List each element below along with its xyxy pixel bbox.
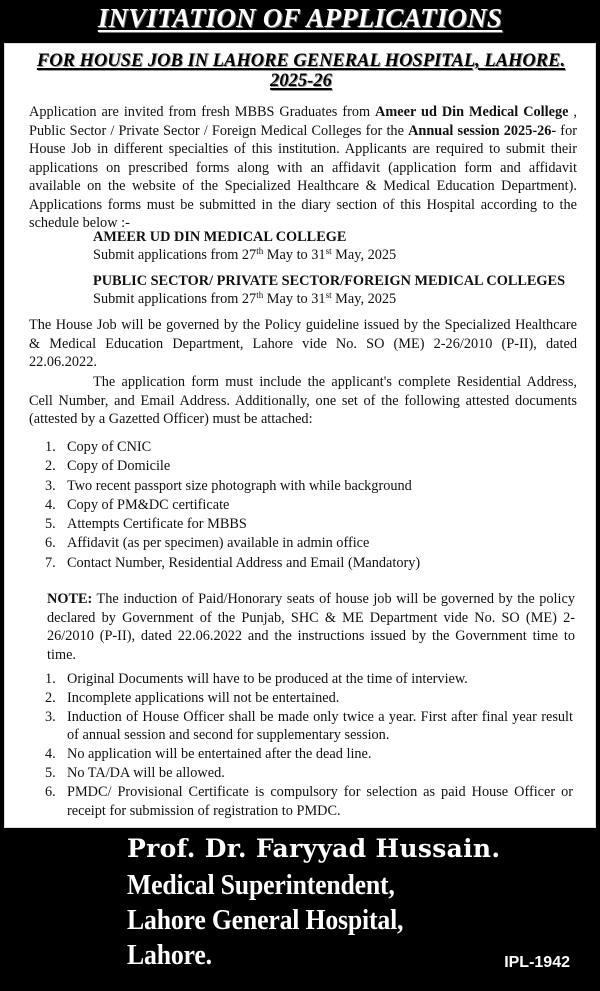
signatory-city: Lahore.	[127, 940, 212, 971]
list-item	[45, 708, 573, 746]
list-text: No TA/DA will be allowed.	[67, 764, 225, 781]
schedule-year: May, 2025	[331, 291, 397, 307]
list-text: Affidavit (as per specimen) available in admin office	[67, 535, 370, 552]
schedule-year: May, 2025	[331, 247, 397, 263]
list-item	[45, 496, 565, 515]
list-text: Induction of House Officer shall be made only twice a year. First after final year result of annual session and second for supplementary session.	[67, 708, 573, 744]
note-paragraph	[47, 590, 575, 664]
ordinal-suffix: th	[256, 290, 264, 300]
notice-year: 2025-26	[270, 71, 332, 91]
list-item	[45, 764, 573, 783]
policy-paragraph: The House Job will be governed by the Policy guideline issued by the Specialized Healthcare & Medical Education Department, Lahore vide No. SO (ME) 2-26/2010 (P-II), dated 22.06.2022.	[29, 317, 577, 370]
list-number: 7.	[45, 554, 56, 571]
schedule-item	[93, 272, 573, 308]
list-item	[45, 534, 565, 553]
list-text: Original Documents will have to be produced at the time of interview.	[67, 671, 468, 687]
list-number: 2.	[45, 458, 56, 475]
schedule-dates	[93, 246, 573, 264]
ordinal-suffix: th	[256, 246, 264, 256]
list-item	[45, 457, 565, 476]
list-number: 4.	[45, 746, 56, 763]
list-number: 3.	[45, 477, 56, 494]
intro-part1: Application are invited from fresh MBBS Graduates from	[29, 104, 376, 120]
list-item	[45, 745, 573, 764]
ad-reference-code: IPL-1942	[504, 954, 570, 971]
list-number: 6.	[45, 535, 56, 552]
list-item	[45, 477, 565, 496]
requirements-paragraph: The application form must include the applicant's complete Residential Address, Cell Number, and Email Address. Additionally, one set of the following attested documents (attested by a Gazetted Officer) must be attached:	[29, 374, 577, 427]
notice-subtitle: FOR HOUSE JOB IN LAHORE GENERAL HOSPITAL, LAHORE.	[36, 51, 566, 71]
notice-box	[4, 43, 596, 828]
list-item	[45, 515, 565, 534]
documents-list	[45, 438, 565, 573]
main-title: INVITATION OF APPLICATIONS	[97, 3, 503, 33]
list-item	[45, 554, 565, 573]
list-number: 4.	[45, 496, 56, 513]
list-text: No application will be entertained after the dead line.	[67, 746, 372, 763]
intro-college: Ameer ud Din Medical College	[375, 104, 569, 120]
schedule-from: Submit applications from 27	[93, 247, 257, 263]
signatory-name: Prof. Dr. Faryyad Hussain.	[127, 834, 501, 863]
list-text: Contact Number, Residential Address and Email (Mandatory)	[67, 554, 421, 571]
schedule-from: Submit applications from 27	[93, 291, 257, 307]
list-item	[45, 438, 565, 457]
intro-session: Annual session 2025-26-	[408, 122, 557, 139]
list-number: 5.	[45, 764, 56, 781]
list-item	[45, 783, 573, 821]
list-number: 1.	[45, 671, 56, 687]
schedule-item	[93, 228, 573, 264]
schedule-to: May to 31	[263, 247, 326, 263]
ordinal-suffix: st	[325, 290, 332, 300]
header-bar	[0, 0, 600, 40]
list-number: 3.	[45, 708, 56, 725]
list-number: 5.	[45, 516, 56, 533]
list-text: PMDC/ Provisional Certificate is compulsory for selection as paid House Officer or receipt for submission of registration to PMDC.	[67, 783, 573, 819]
list-item	[45, 670, 573, 689]
list-text: Attempts Certificate for MBBS	[67, 516, 247, 533]
list-text: Two recent passport size photograph with while background	[67, 477, 412, 494]
instructions-list	[45, 670, 573, 820]
intro-part2: , Public Sector / Private Sector / Foreign Medical Colleges for the	[29, 104, 577, 139]
intro-paragraph	[29, 103, 577, 233]
signature-footer	[0, 830, 600, 991]
list-text: Copy of Domicile	[67, 458, 171, 475]
list-number: 1.	[45, 439, 56, 455]
list-item	[45, 689, 573, 708]
schedule-heading: PUBLIC SECTOR/ PRIVATE SECTOR/FOREIGN MEDICAL COLLEGES	[93, 273, 566, 289]
note-text: The induction of Paid/Honorary seats of house job will be governed by the policy declared by Government of the Punjab, SHC & ME Department vide No. SO (ME) 2-26/2010 (P-II), dated 22.06.2022 and the instructions issued by the Government time to time.	[47, 591, 575, 663]
schedule-heading: AMEER UD DIN MEDICAL COLLEGE	[93, 229, 347, 245]
ordinal-suffix: st	[325, 246, 332, 256]
signatory-designation: Medical Superintendent,	[127, 870, 395, 901]
list-text: Copy of PM&DC certificate	[67, 496, 230, 513]
signatory-institution: Lahore General Hospital,	[127, 905, 404, 936]
list-number: 2.	[45, 689, 56, 706]
list-number: 6.	[45, 783, 56, 800]
schedule-to: May to 31	[263, 291, 326, 307]
intro-part3: for House Job in different specialties of this institution. Applicants are required to submit their applications on prescribed forms along with an affidavit (application form and affidavit available on the website of the Specialized Healthcare & Medical Education Department). Applications forms must be submitted in the diary section of this Hospital according to the schedule below :-	[29, 122, 577, 231]
list-text: Incomplete applications will not be entertained.	[67, 689, 340, 706]
list-text: Copy of CNIC	[67, 439, 152, 455]
note-label: NOTE:	[47, 591, 93, 607]
schedule-dates	[93, 290, 573, 308]
